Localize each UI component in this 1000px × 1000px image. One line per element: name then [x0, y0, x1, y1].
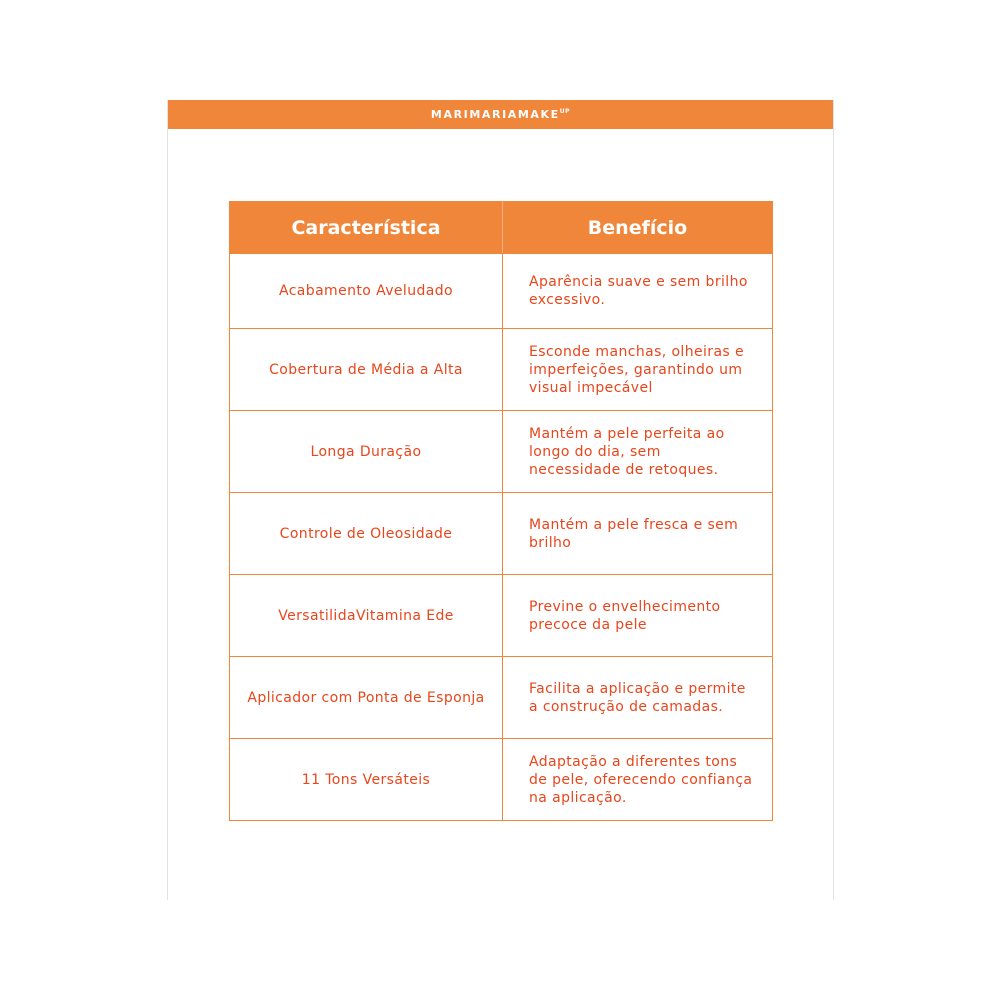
table-row	[230, 493, 773, 575]
table-row	[230, 411, 773, 493]
table-row	[230, 329, 773, 411]
header-benefit: Benefício	[503, 202, 773, 254]
feature-cell: Controle de Oleosidade	[230, 493, 503, 575]
feature-cell: 11 Tons Versáteis	[230, 739, 503, 821]
benefit-cell: Aparência suave e sem brilho excessivo.	[503, 254, 773, 329]
benefit-cell: Mantém a pele fresca e sem brilho	[503, 493, 773, 575]
feature-cell: VersatilidaVitamina Ede	[230, 575, 503, 657]
benefit-cell: Previne o envelhecimento precoce da pele	[503, 575, 773, 657]
feature-cell: Longa Duração	[230, 411, 503, 493]
benefit-cell: Adaptação a diferentes tons de pele, oferecendo confiança na aplicação.	[503, 739, 773, 821]
benefit-cell: Mantém a pele perfeita ao longo do dia, sem necessidade de retoques.	[503, 411, 773, 493]
table-row	[230, 657, 773, 739]
brand-banner	[168, 100, 833, 129]
table-row	[230, 739, 773, 821]
feature-cell: Cobertura de Média a Alta	[230, 329, 503, 411]
features-table	[229, 201, 773, 821]
brand-suffix: UP	[559, 108, 571, 115]
brand-logo	[431, 108, 570, 121]
feature-cell: Aplicador com Ponta de Esponja	[230, 657, 503, 739]
table-header-row	[230, 202, 773, 254]
table-row	[230, 575, 773, 657]
feature-cell: Acabamento Aveludado	[230, 254, 503, 329]
benefit-cell: Facilita a aplicação e permite a construção de camadas.	[503, 657, 773, 739]
brand-name: MARIMARIAMAKE	[430, 108, 560, 121]
header-feature: Característica	[230, 202, 503, 254]
table-row	[230, 254, 773, 329]
benefit-cell: Esconde manchas, olheiras e imperfeições, garantindo um visual impecável	[503, 329, 773, 411]
document-card	[167, 100, 834, 900]
